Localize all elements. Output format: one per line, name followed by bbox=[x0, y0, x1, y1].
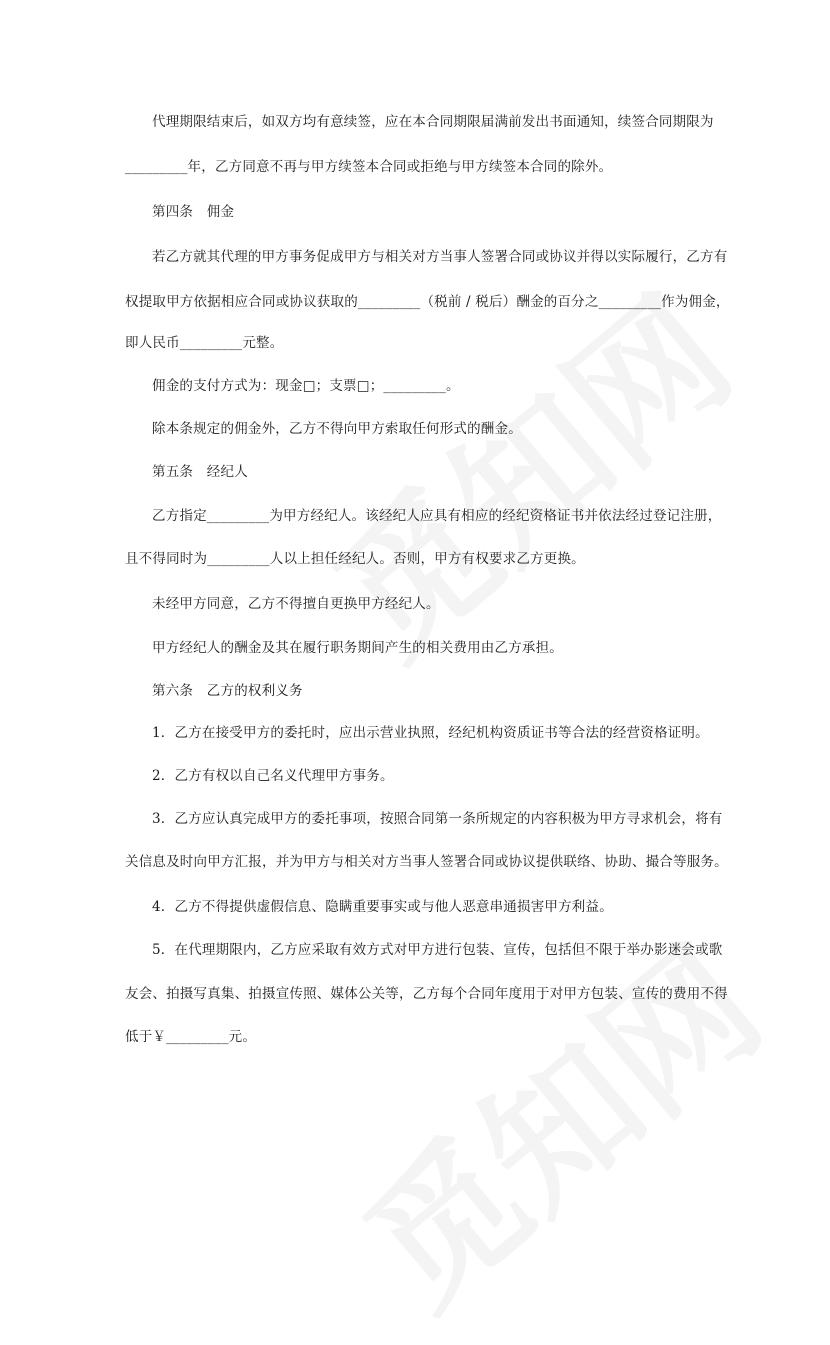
list-item: 1．乙方在接受甲方的委托时，应出示营业执照，经纪机构资质证书等合法的经营资格证明。 bbox=[152, 725, 709, 741]
list-item: 3．乙方应认真完成甲方的委托事项，按照合同第一条所规定的内容积极为甲方寻求机会，将有 bbox=[152, 811, 723, 827]
paragraph-line: 且不得同时为_________人以上担任经纪人。否则，甲方有权要求乙方更换。 bbox=[125, 551, 585, 567]
paragraph-line: 若乙方就其代理的甲方事务促成甲方与相关对方当事人签署合同或协议并得以实际履行，乙方有 bbox=[152, 249, 728, 265]
list-item: 低于￥_________元。 bbox=[125, 1029, 257, 1045]
paragraph-line: 未经甲方同意，乙方不得擅自更换甲方经纪人。 bbox=[152, 596, 440, 612]
section-heading: 第六条 乙方的权利义务 bbox=[152, 683, 303, 699]
list-item: 5．在代理期限内，乙方应采取有效方式对甲方进行包装、宣传，包括但不限于举办影迷会或歌 bbox=[152, 942, 723, 958]
paragraph-line: 除本条规定的佣金外，乙方不得向甲方索取任何形式的酬金。 bbox=[152, 421, 522, 437]
paragraph-line: 即人民币_________元整。 bbox=[125, 335, 284, 351]
paragraph-line: 乙方指定_________为甲方经纪人。该经纪人应具有相应的经纪资格证书并依法经过登记注册， bbox=[152, 508, 722, 524]
paragraph-line: 佣金的支付方式为：现金□；支票□；_________。 bbox=[152, 378, 460, 394]
list-item: 关信息及时向甲方汇报，并为甲方与相关对方当事人签署合同或协议提供联络、协助、撮合等服务。 bbox=[125, 854, 728, 870]
list-item: 友会、拍摄写真集、拍摄宣传照、媒体公关等，乙方每个合同年度用于对甲方包装、宣传的费用不得 bbox=[125, 986, 728, 1002]
list-item: 4．乙方不得提供虚假信息、隐瞒重要事实或与他人恶意串通损害甲方利益。 bbox=[152, 899, 613, 915]
paragraph-line: _________年，乙方同意不再与甲方续签本合同或拒绝与甲方续签本合同的除外。 bbox=[125, 159, 613, 175]
section-heading: 第五条 经纪人 bbox=[152, 464, 248, 480]
paragraph-line: 代理期限结束后，如双方均有意续签，应在本合同期限届满前发出书面通知，续签合同期限为 bbox=[152, 114, 714, 130]
section-heading: 第四条 佣金 bbox=[152, 204, 235, 220]
list-item: 2．乙方有权以自己名义代理甲方事务。 bbox=[152, 768, 394, 784]
paragraph-line: 甲方经纪人的酬金及其在履行职务期间产生的相关费用由乙方承担。 bbox=[152, 640, 563, 656]
paragraph-line: 权提取甲方依据相应合同或协议获取的_________（税前 / 税后）酬金的百分之_________作为佣金， bbox=[125, 294, 730, 310]
